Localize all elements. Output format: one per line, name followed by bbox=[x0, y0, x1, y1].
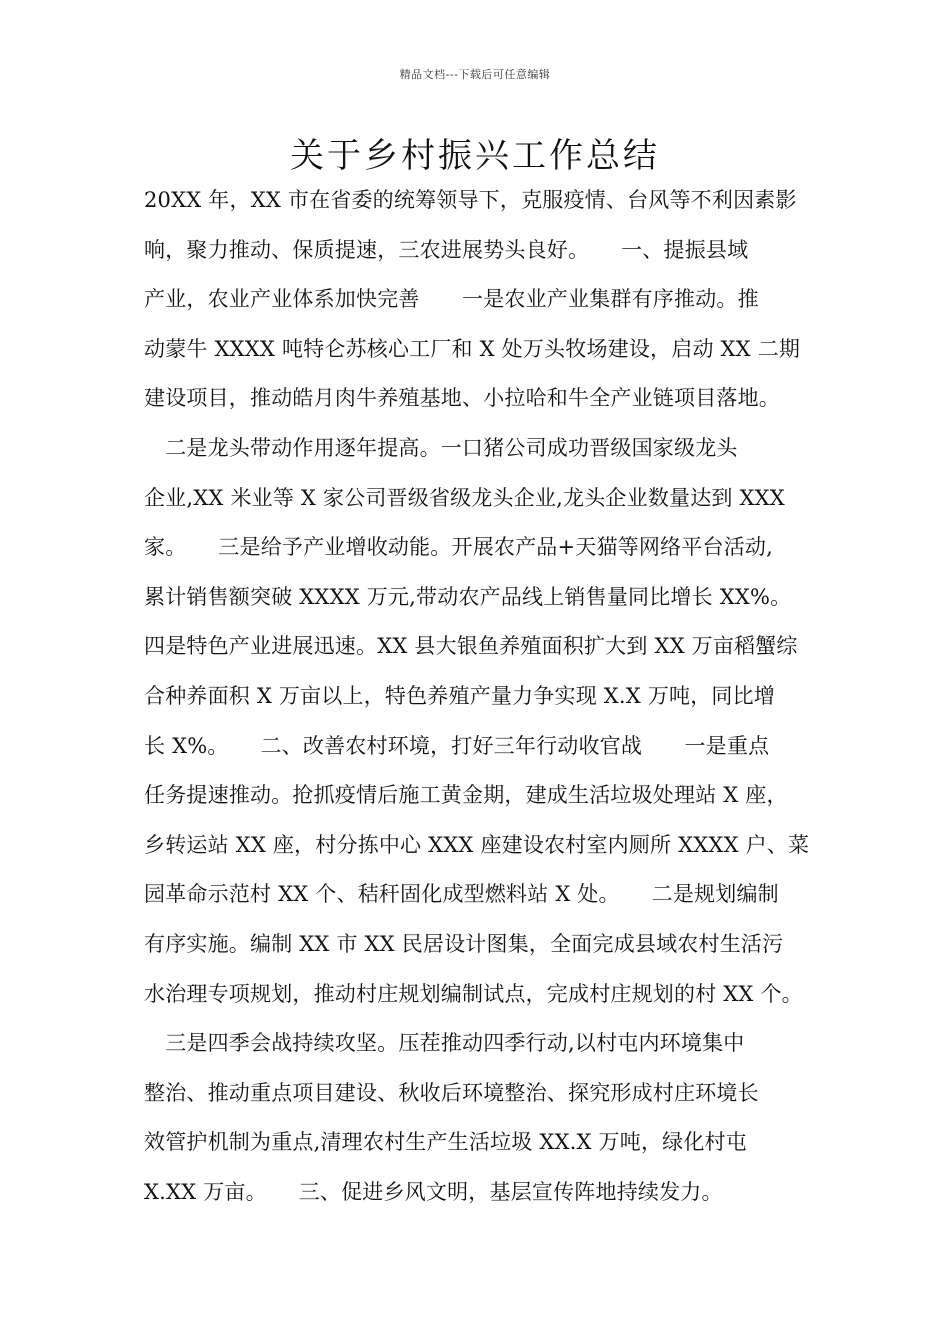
body-line: 合种养面积 X 万亩以上，特色养殖产量力争实现 X.X 万吨，同比增 bbox=[144, 683, 776, 708]
body-line: 园革命示范村 XX 个、秸秆固化成型燃料站 X 处。 二是规划编制 bbox=[144, 882, 779, 907]
body-line: 长 X%。 二、改善农村环境，打好三年行动收官战 一是重点 bbox=[144, 733, 770, 758]
body-line: 四是特色产业进展迅速。XX 县大银鱼养殖面积扩大到 XX 万亩稻蟹综 bbox=[144, 634, 798, 659]
body-line: 二是龙头带动作用逐年提高。一口猪公司成功晋级国家级龙头 bbox=[144, 435, 738, 460]
body-line: 乡转运站 XX 座，村分拣中心 XXX 座建设农村室内厕所 XXXX 户、菜 bbox=[144, 832, 810, 857]
body-line: 建设项目，推动皓月肉牛养殖基地、小拉哈和牛全产业链项目落地。 bbox=[144, 386, 780, 411]
body-line: 水治理专项规划，推动村庄规划编制试点，完成村庄规划的村 XX 个。 bbox=[144, 981, 803, 1006]
body-line: 产业，农业产业体系加快完善 一是农业产业集群有序推动。推 bbox=[144, 287, 759, 312]
body-line: 有序实施。编制 XX 市 XX 民居设计图集，全面完成县域农村生活污 bbox=[144, 931, 784, 956]
body-line: 整治、推动重点项目建设、秋收后环境整治、探究形成村庄环境长 bbox=[144, 1080, 759, 1105]
body-line: 响，聚力推动、保质提速，三农进展势头良好。 一、提振县域 bbox=[144, 237, 749, 262]
body-line: 三是四季会战持续攻坚。压茬推动四季行动,以村屯内环境集中 bbox=[144, 1031, 745, 1056]
body-line: 任务提速推动。抢抓疫情后施工黄金期，建成生活垃圾处理站 X 座， bbox=[144, 783, 788, 808]
body-line: X.XX 万亩。 三、促进乡风文明，基层宣传阵地持续发力。 bbox=[144, 1179, 723, 1204]
body-line: 企业,XX 米业等 X 家公司晋级省级龙头企业,龙头企业数量达到 XXX bbox=[144, 485, 785, 510]
body-line: 20XX 年，XX 市在省委的统筹领导下，克服疫情、台风等不利因素影 bbox=[144, 188, 797, 212]
body-line: 动蒙牛 XXXX 吨特仑苏核心工厂和 X 处万头牧场建设，启动 XX 二期 bbox=[144, 336, 801, 361]
body-line: 家。 三是给予产业增收动能。开展农产品+天猫等网络平台活动, bbox=[144, 535, 773, 560]
document-title: 关于乡村振兴工作总结 bbox=[290, 136, 660, 176]
body-text bbox=[144, 180, 820, 1221]
body-line: 效管护机制为重点,清理农村生产生活垃圾 XX.X 万吨，绿化村屯 bbox=[144, 1130, 747, 1155]
body-line: 累计销售额突破 XXXX 万元,带动农产品线上销售量同比增长 XX%。 bbox=[144, 584, 792, 609]
header-note: 精品文档---下载后可任意编辑 bbox=[399, 68, 551, 81]
